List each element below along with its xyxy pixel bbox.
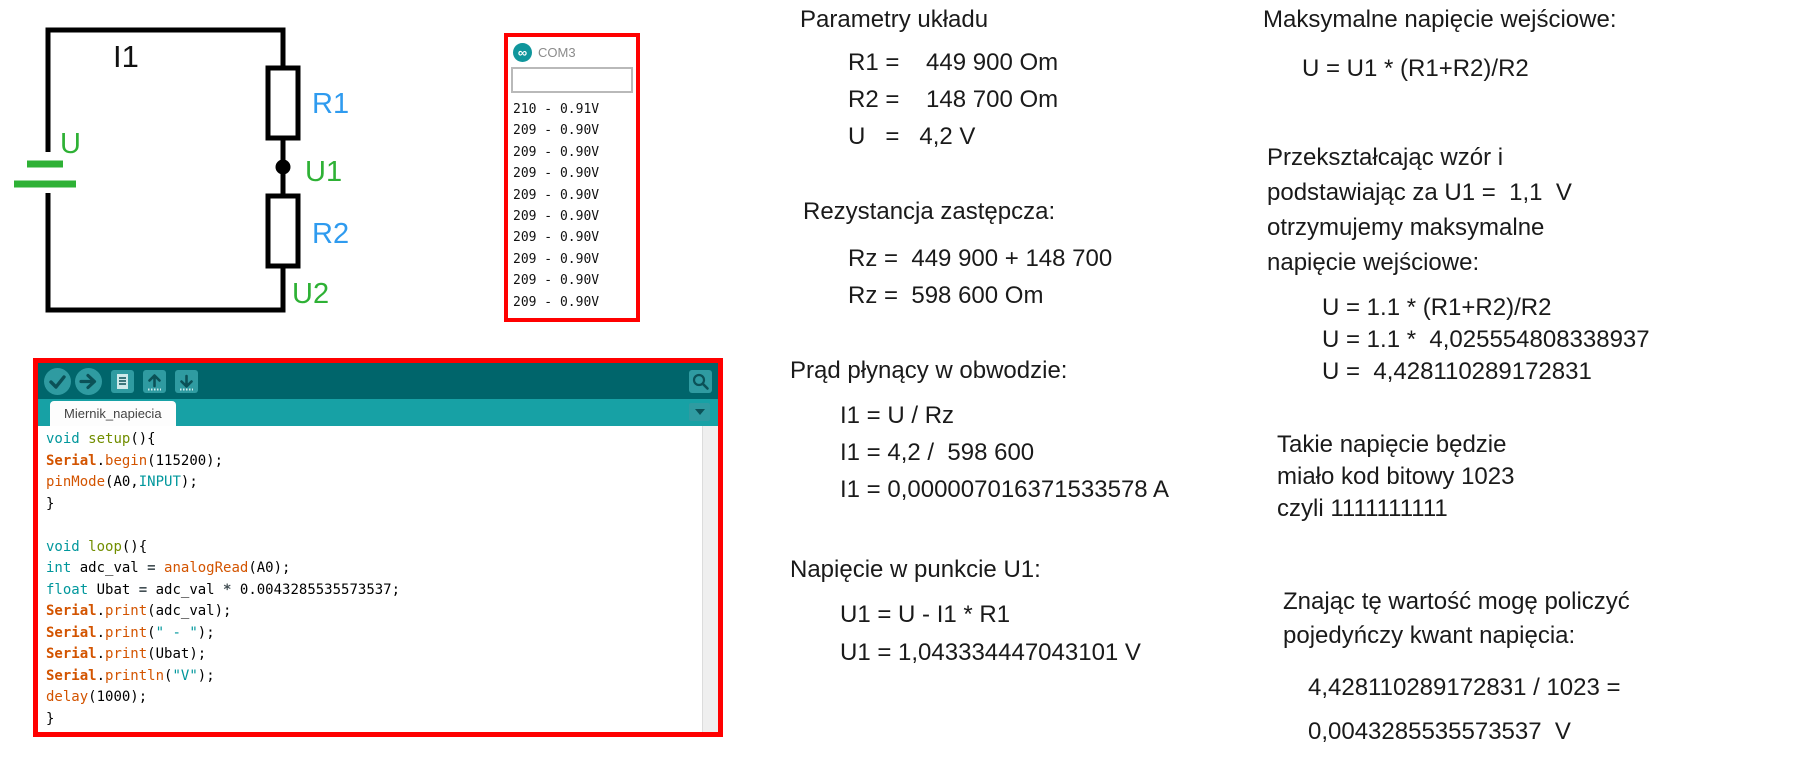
chevron-down-icon xyxy=(694,408,706,416)
serial-line: 209 - 0.90V xyxy=(513,123,600,139)
code-line: int adc_val = analogRead(A0); xyxy=(46,560,291,576)
note-line: czyli 1111111111 xyxy=(1277,495,1448,522)
note-line: Przekształcając wzór i xyxy=(1267,144,1504,171)
note-line: Znając tę wartość mogę policzyć xyxy=(1283,588,1630,615)
serial-line: 209 - 0.90V xyxy=(513,187,600,203)
section-heading: Maksymalne napięcie wejściowe: xyxy=(1263,6,1617,33)
resistor-r2 xyxy=(268,196,298,266)
note-line: U = U1 * (R1+R2)/R2 xyxy=(1302,55,1529,82)
code-editor[interactable] xyxy=(38,426,718,732)
serial-line: 209 - 0.90V xyxy=(513,251,600,267)
arrow-up-icon xyxy=(143,370,166,393)
save-button[interactable] xyxy=(175,370,198,393)
section-heading: Napięcie w punkcie U1: xyxy=(790,556,1041,583)
note-paragraph xyxy=(1267,140,1572,280)
upload-button[interactable] xyxy=(75,368,102,395)
code-line: Serial.print(adc_val); xyxy=(46,603,232,619)
note-line: R1 = 449 900 Om xyxy=(848,49,1059,76)
note-line: pojedyńczy kwant napięcia: xyxy=(1283,622,1576,649)
code-line xyxy=(46,515,718,537)
section-heading: Rezystancja zastępcza: xyxy=(803,198,1056,225)
code-line: float Ubat = adc_val * 0.0043285535573537; xyxy=(46,581,401,598)
new-sketch-button[interactable] xyxy=(111,370,134,393)
current-label: I1 xyxy=(113,39,139,74)
code-line: } xyxy=(46,495,55,512)
serial-line: 209 - 0.90V xyxy=(513,209,600,225)
code-line: pinMode(A0,INPUT); xyxy=(46,474,198,490)
serial-line: 209 - 0.90V xyxy=(513,166,600,182)
code-line: delay(1000); xyxy=(46,689,148,705)
serial-line: 210 - 0.91V xyxy=(513,102,600,117)
note-line: U1 = U - I1 * R1 xyxy=(840,601,1011,628)
serial-output xyxy=(508,93,636,313)
code-line: Serial.println("V"); xyxy=(46,667,215,684)
arduino-infinity-icon: ∞ xyxy=(513,43,532,62)
code-line: Serial.begin(115200); xyxy=(46,452,224,469)
battery-icon xyxy=(14,164,76,184)
ide-tab-bar xyxy=(38,399,718,426)
note-block xyxy=(848,240,1112,314)
wire xyxy=(48,30,283,310)
verify-button[interactable] xyxy=(44,368,71,395)
note-line: U1 = 1,043334447043101 V xyxy=(840,639,1141,666)
note-block xyxy=(1308,666,1621,754)
r1-label: R1 xyxy=(312,88,350,120)
serial-line: 209 - 0.90V xyxy=(513,230,600,246)
ide-toolbar xyxy=(38,363,718,399)
note-line: Rz = 449 900 + 148 700 xyxy=(848,245,1113,272)
note-line: R2 = 148 700 Om xyxy=(848,86,1059,113)
arrow-right-icon xyxy=(75,368,102,395)
note-paragraph xyxy=(1277,429,1514,525)
note-line: otrzymujemy maksymalne xyxy=(1267,214,1545,241)
note-block xyxy=(1322,292,1650,388)
note-line: Rz = 598 600 Om xyxy=(848,282,1044,309)
document-icon xyxy=(111,370,134,393)
note-line: napięcie wejściowe: xyxy=(1267,249,1480,276)
tab-menu-button[interactable] xyxy=(689,403,710,421)
note-block xyxy=(1302,52,1529,86)
tab-label: Miernik_napiecia xyxy=(64,406,162,421)
note-line: I1 = 4,2 / 598 600 xyxy=(840,439,1035,466)
u1-label: U1 xyxy=(305,156,343,188)
serial-monitor-titlebar xyxy=(508,37,636,67)
code-line: void setup(){ xyxy=(46,431,156,447)
circuit-diagram xyxy=(0,0,360,345)
note-line: miało kod bitowy 1023 xyxy=(1277,463,1515,490)
serial-line: 209 - 0.90V xyxy=(513,273,600,289)
source-voltage-label: U xyxy=(60,128,81,160)
note-line: U = 4,428110289172831 xyxy=(1322,358,1592,385)
section-heading: Parametry układu xyxy=(800,6,989,33)
serial-line: 209 - 0.90V xyxy=(513,294,600,310)
note-block xyxy=(840,397,1169,508)
note-paragraph xyxy=(1283,585,1630,653)
u2-label: U2 xyxy=(292,278,330,310)
magnifier-icon xyxy=(689,370,712,393)
tab-miernik-napiecia[interactable] xyxy=(50,401,176,426)
note-line: Takie napięcie będzie xyxy=(1277,431,1507,458)
serial-monitor-window xyxy=(504,33,640,322)
editor-scrollbar[interactable] xyxy=(702,426,718,732)
r2-label: R2 xyxy=(312,218,350,250)
code-line: void loop(){ xyxy=(46,538,148,555)
resistor-r1 xyxy=(268,68,298,138)
note-block xyxy=(840,596,1141,672)
note-block xyxy=(848,44,1058,155)
arrow-down-icon xyxy=(175,370,198,393)
note-line: 0,0043285535573537 V xyxy=(1308,718,1571,745)
open-button[interactable] xyxy=(143,370,166,393)
note-line: I1 = 0,000007016371533578 A xyxy=(840,476,1169,503)
note-line: 4,428110289172831 / 1023 = xyxy=(1308,674,1621,701)
note-line: podstawiając za U1 = 1,1 V xyxy=(1267,179,1572,206)
note-line: U = 1.1 * (R1+R2)/R2 xyxy=(1322,294,1552,321)
arduino-ide-window xyxy=(33,358,723,737)
serial-input[interactable] xyxy=(511,67,633,93)
section-heading: Prąd płynący w obwodzie: xyxy=(790,357,1068,384)
code-lines xyxy=(46,429,718,730)
code-line: Serial.print(Ubat); xyxy=(46,646,207,662)
serial-monitor-title: COM3 xyxy=(538,44,576,60)
note-line: U = 1.1 * 4,025554808338937 xyxy=(1322,326,1650,353)
serial-monitor-button[interactable] xyxy=(689,370,712,393)
note-line: I1 = U / Rz xyxy=(840,402,955,429)
code-line: } xyxy=(46,710,55,727)
note-line: U = 4,2 V xyxy=(848,123,976,150)
node-dot xyxy=(276,160,291,175)
serial-line: 209 - 0.90V xyxy=(513,144,600,160)
code-line: Serial.print(" - "); xyxy=(46,624,215,641)
check-icon xyxy=(44,368,71,395)
